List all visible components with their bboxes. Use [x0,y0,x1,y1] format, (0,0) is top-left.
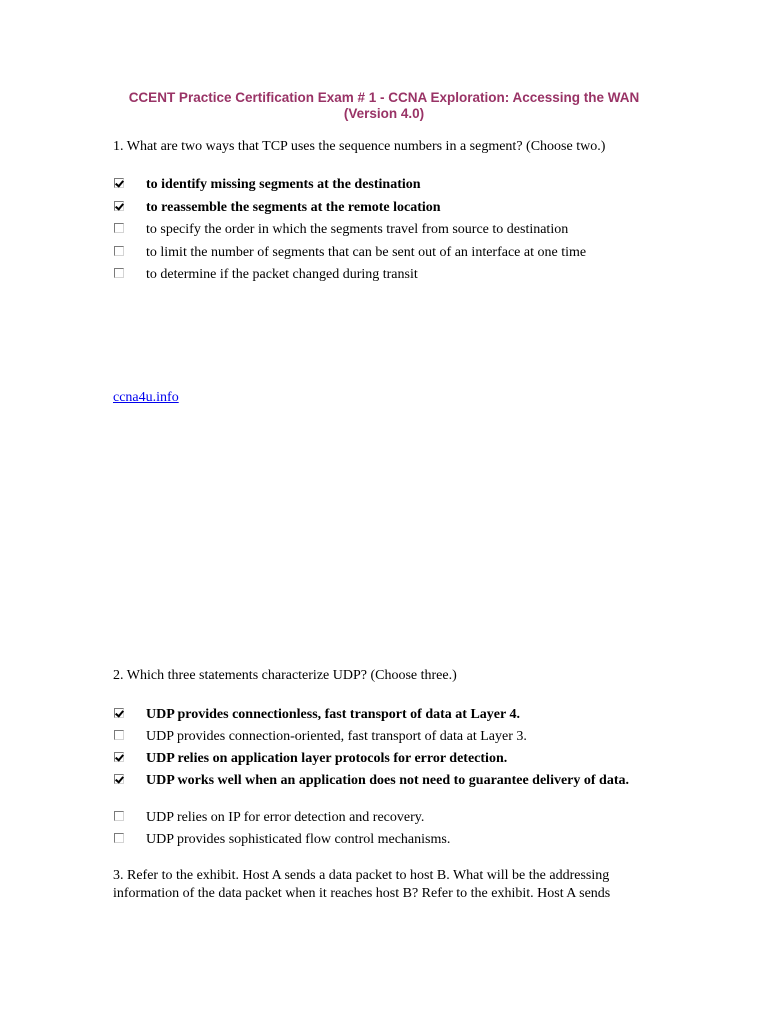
q1-option-label: to identify missing segments at the destination [146,177,421,192]
exam-title-line1: CCENT Practice Certification Exam # 1 - CCNA Exploration: Accessing the WAN [128,90,640,105]
checkbox-icon[interactable] [114,268,124,278]
exam-title-line2: (Version 4.0) [343,106,425,121]
checkbox-icon[interactable] [114,246,124,256]
question-2-text: 2. Which three statements characterize UDP? (Choose three.) [113,668,457,683]
q1-option [113,199,653,222]
question-1-options [113,176,653,289]
q2-option [113,706,653,728]
checkbox-icon[interactable] [114,833,124,843]
q1-option [113,266,653,289]
checkbox-icon[interactable] [114,708,124,718]
q1-option-label: to determine if the packet changed during transit [146,267,418,282]
exam-title [90,90,678,122]
checkbox-icon[interactable] [114,730,124,740]
q2-option [113,831,653,853]
checkbox-icon[interactable] [114,178,124,188]
q1-option-label: to specify the order in which the segments travel from source to destination [146,222,569,237]
question-3-text: 3. Refer to the exhibit. Host A sends a data packet to host B. What will be the addressing information of the data packet when it reaches host B? Refer to the exhibit. Host A sends [113,868,611,901]
q2-option [113,728,653,750]
question-2-options [113,706,653,853]
checkbox-icon[interactable] [114,223,124,233]
q1-option-label: to reassemble the segments at the remote location [146,199,441,215]
q1-option-label: to limit the number of segments that can be sent out of an interface at one time [146,244,587,260]
checkbox-icon[interactable] [114,201,124,211]
q2-option-label: UDP provides sophisticated flow control mechanisms. [146,832,451,847]
q1-option [113,221,653,244]
checkbox-icon[interactable] [114,752,124,762]
q2-option [113,772,653,809]
q1-option [113,176,653,199]
q2-option-label: UDP relies on application layer protocols for error detection. [146,751,508,766]
q1-option [113,244,653,267]
ccna4u-link[interactable]: ccna4u.info [113,390,179,405]
checkbox-icon[interactable] [114,774,124,784]
q2-option [113,750,653,772]
q2-option-label: UDP works well when an application does not need to guarantee delivery of data. [146,773,629,788]
checkbox-icon[interactable] [114,811,124,821]
q2-option-label: UDP provides connectionless, fast transport of data at Layer 4. [146,707,520,722]
q2-option-label: UDP relies on IP for error detection and recovery. [146,810,425,825]
question-1-text: 1. What are two ways that TCP uses the sequence numbers in a segment? (Choose two.) [113,139,606,154]
q2-option [113,809,653,831]
q2-option-label: UDP provides connection-oriented, fast transport of data at Layer 3. [146,729,527,744]
